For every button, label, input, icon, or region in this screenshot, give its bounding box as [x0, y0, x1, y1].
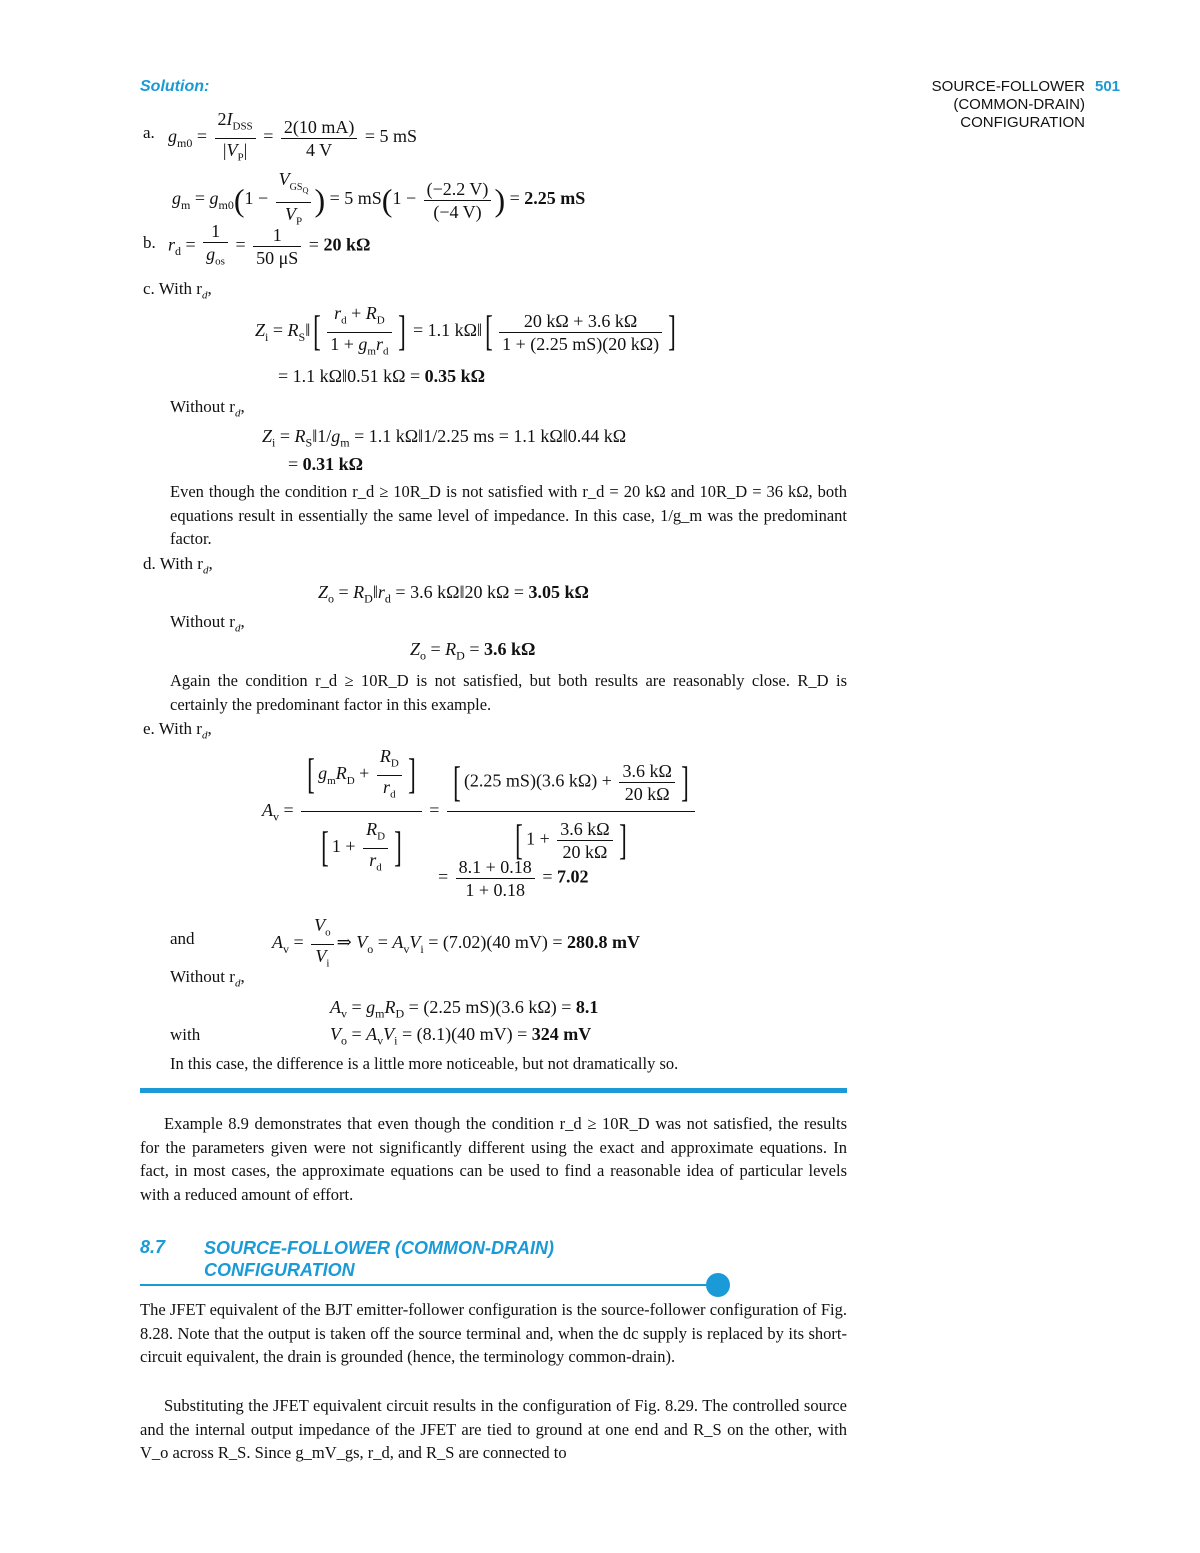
example-end-rule: [140, 1088, 847, 1093]
vo-with-value: 280.8 mV: [567, 932, 641, 953]
paragraph-section-1: The JFET equivalent of the BJT emitter-follower configuration is the source-follower configuration of Fig. 8.28. Note that the output is taken off the source terminal and, when the dc supply is replaced by its short-circuit equivalent, the drain is grounded (hence, the terminology common-drain).: [140, 1300, 847, 1366]
paragraph-section-2: Substituting the JFET equivalent circuit results in the configuration of Fig. 8.29. The controlled source and the internal output impedance of the JFET are tied to ground at one end and R_S on the other, with V_o across R_S. Since g_mV_gs, r_d, and R_S are connected to: [140, 1396, 847, 1462]
av-with-value: 7.02: [556, 866, 589, 887]
section-bullet-dot: [706, 1273, 730, 1297]
without-rd-label-c: Without $r_d$,: [170, 397, 245, 420]
zo-with-value: 3.05 kΩ: [528, 582, 589, 602]
section-number: 8.7: [140, 1237, 166, 1257]
with-label: with: [170, 1025, 201, 1044]
and-label: and: [170, 929, 195, 948]
section-title-line-2: CONFIGURATION: [204, 1260, 355, 1280]
equation-zi-with-rd: $Z_i$ = $R_S‖$[ $\frac{r_d + R_D}{1 + g_mr_d}$ ] = 1.1 kΩ‖[ $\frac{20 k\Omega + 3.6 k\Omega}{1 + (2.25 mS)(20 k\Omega)}$ ]: [255, 303, 676, 358]
equation-gm: $g_m = g_{m0}(1$ − $\frac{V_{GS_Q}}{V_P}$ ) = 5 mS(1 − $\frac{(-2.2 V)}{(-4 V)}$ ) = 2.25 mS: [172, 169, 586, 228]
gm-value: 2.25 mS: [524, 188, 586, 209]
d-note: Again the condition r_d ≥ 10R_D is not satisfied, but both results are reasonably close. R_D is certainly the predominant factor in this example.: [170, 671, 847, 714]
part-e-label: e. With $r_d$,: [143, 719, 212, 742]
equation-zi-without-rd: $Z_i$ = $R_S‖1/g_m = 1.1$ kΩ‖1/2.25 ms = 1.1 kΩ‖0.44 kΩ: [262, 426, 627, 450]
page-number: 501: [1095, 78, 1121, 95]
equation-av-with-rd: $A_v$ = [ $g_mR_D$ + $\frac{R_D}{r_d}$ ] [ 1 + $\frac{R_D}{r_d}$ ] = [ (2.25 mS)(3.6 kΩ) + $\frac{3.6 k\Omega}{20 k\Omega}$ ] [ 1 + $\frac{3.6 k\Omega}{20 k\Omega}$ ]: [262, 745, 698, 878]
c-note: Even though the condition r_d ≥ 10R_D is not satisfied with r_d = 20 kΩ and 10R_D = 36 kΩ, both equations result in essentially the same level of impedance. In this case, 1/g_m was the predominant factor.: [170, 482, 847, 548]
running-title-line-3: CONFIGURATION: [960, 114, 1085, 131]
gm0-value: 5 mS: [379, 126, 418, 147]
section-rule: [140, 1284, 710, 1286]
e-note: In this case, the difference is a little more noticeable, but not dramatically so.: [170, 1054, 679, 1073]
section-title: [204, 1237, 554, 1281]
equation-av-with-rd-result: = $\frac{8.1 + 0.18}{1 + 0.18}$ = 7.02: [438, 857, 589, 900]
equation-rd: $r_d$ = $\frac{1}{g_{os}}$ = $\frac{1}{50 \mu S}$ = 20 kΩ: [168, 221, 371, 268]
running-head: [905, 78, 1085, 132]
zi-without-value: 0.31 kΩ: [302, 454, 364, 474]
vo-without-value: 324 mV: [531, 1024, 592, 1044]
running-title-line-1: SOURCE-FOLLOWER: [931, 78, 1085, 95]
without-rd-label-e: Without $r_d$,: [170, 967, 245, 990]
part-b-label: b.: [143, 233, 156, 252]
without-rd-label-d: Without $r_d$,: [170, 612, 245, 635]
running-title-line-2: (COMMON-DRAIN): [953, 96, 1085, 113]
equation-gm0: $g_{m0}$ = $\frac{2I_{DSS}}{|V_P|}$ = $\frac{2(10 mA)}{4 V}$ = 5 mS: [168, 109, 418, 164]
equation-vo-with-rd: $A_v$ = $\frac{V_o}{V_i}$ ⇒ $V_o = A_vV_i = (7.02)(40$ mV) = 280.8 mV: [272, 915, 641, 970]
paragraph-example-summary: Example 8.9 demonstrates that even though the condition r_d ≥ 10R_D was not satisfied, the results for the parameters given were not significantly different using the exact and approximate equations. In fact, in most cases, the approximate equations can be used to find a reasonable idea of particular levels with a reduced amount of effort.: [140, 1114, 847, 1204]
zi-with-value: 0.35 kΩ: [424, 366, 486, 386]
part-d-label: d. With $r_d$,: [143, 554, 213, 577]
zo-without-value: 3.6 kΩ: [484, 639, 536, 659]
equation-zo-with-rd: $Z_o$ = $R_D‖r_d = 3.6$ kΩ‖20 kΩ = 3.05 kΩ: [318, 582, 589, 606]
equation-av-without-rd: $A_v = g_mR_D = (2.25$ mS)(3.6 kΩ) = 8.1: [330, 997, 599, 1021]
part-c-label: c. With $r_d$,: [143, 279, 212, 302]
equation-zi-with-rd-result: = 1.1 kΩ‖0.51 kΩ = 0.35 kΩ: [278, 366, 486, 386]
av-without-value: 8.1: [575, 997, 599, 1017]
part-a-label: a.: [143, 123, 155, 142]
section-title-line-1: SOURCE-FOLLOWER (COMMON-DRAIN): [204, 1238, 554, 1258]
equation-zi-without-rd-result: = 0.31 kΩ: [288, 454, 364, 474]
solution-heading: Solution:: [140, 78, 210, 95]
rd-value: 20 kΩ: [323, 234, 371, 255]
equation-zo-without-rd: $Z_o = R_D = 3.6$ kΩ: [410, 639, 536, 663]
equation-vo-without-rd: $V_o = A_vV_i = (8.1)(40$ mV) = 324 mV: [330, 1024, 592, 1048]
